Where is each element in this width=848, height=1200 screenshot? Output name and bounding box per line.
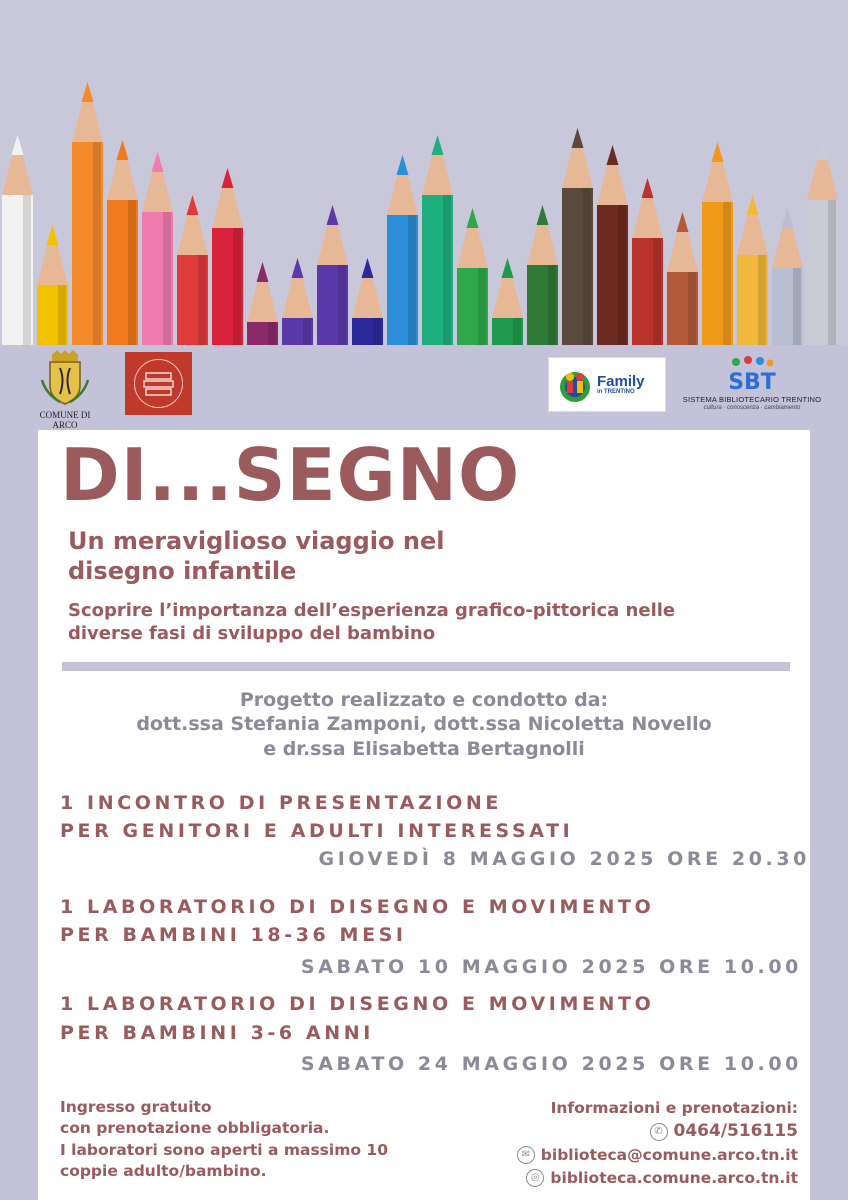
event-date: SABATO 24 MAGGIO 2025 ORE 10.00 [300,1053,802,1075]
subtitle-line: disegno infantile [68,557,297,585]
family-logo-text: Family [597,373,645,390]
comune-di-arco-logo [30,350,100,430]
pencil [562,128,593,345]
phone-number[interactable]: 0464/516115 [673,1121,798,1142]
credits-line: dott.ssa Stefania Zamponi, dott.ssa Nicoletta Novello [136,713,712,736]
description-line: Scoprire l’importanza dell’esperienza grafico-pittorica nelle [68,600,676,621]
description [68,600,788,645]
sbt-tagline: cultura · conoscenza · cambiamento [703,405,801,411]
coat-of-arms-icon [30,350,100,408]
pencil [352,258,383,345]
pencil [177,195,208,345]
pencil [72,82,103,345]
event-title-line: 1 LABORATORIO DI DISEGNO E MOVIMENTO [60,993,655,1015]
pencil [772,208,803,345]
event-title-line: PER GENITORI E ADULTI INTERESSATI [60,820,574,842]
phone-icon: ✆ [650,1123,668,1141]
pencil [2,135,33,345]
event-title-line: 1 INCONTRO DI PRESENTAZIONE [60,792,502,814]
pencil [667,212,698,345]
family-children-icon [559,365,591,405]
pencil [457,208,488,345]
website-link[interactable]: biblioteca.comune.arco.tn.it [550,1168,798,1187]
event-title-line: PER BAMBINI 18-36 MESI [60,924,407,946]
pencil [807,140,838,345]
credits-line: Progetto realizzato e condotto da: [239,689,609,711]
contact-heading: Informazioni e prenotazioni: [550,1099,798,1117]
pencil [282,258,313,345]
phone-row [418,1119,798,1144]
pencil [702,142,733,345]
credits-line: e dr.ssa Elisabetta Bertagnolli [263,737,585,760]
sbt-logo [682,355,822,415]
entry-info-line: Ingresso gratuito [60,1098,212,1116]
event-title-line: 1 LABORATORIO DI DISEGNO E MOVIMENTO [60,896,655,918]
description-line: diverse fasi di sviluppo del bambino [68,622,436,644]
email-row [418,1144,798,1166]
pencil [597,145,628,345]
email-link[interactable]: biblioteca@comune.arco.tn.it [540,1146,798,1165]
subtitle-line: Un meraviglioso viaggio nel [68,527,445,555]
mail-icon: ✉ [517,1146,535,1164]
family-in-trentino-logo [548,357,666,412]
family-logo-sub: in TRENTINO [597,389,635,395]
globe-icon: ◎ [526,1169,544,1187]
entry-info-line: coppie adulto/bambino. [60,1162,267,1181]
pencil [387,155,418,345]
pencil [422,135,453,345]
divider [62,662,790,671]
event-title-line: PER BAMBINI 3-6 ANNI [60,1022,374,1044]
entry-info-line: con prenotazione obbligatoria. [60,1119,330,1138]
entry-info [60,1097,460,1183]
sbt-name: SISTEMA BIBLIOTECARIO TRENTINO [682,395,822,404]
content-card [38,430,810,1200]
pencils-illustration [0,0,848,345]
event-date: GIOVEDÌ 8 MAGGIO 2025 ORE 20.30 [318,848,810,870]
sbt-mark-icon [682,355,822,395]
pencil [142,152,173,345]
hero-pencils-image [0,0,848,345]
books-icon [125,352,192,415]
pencil [737,195,768,345]
event-date: SABATO 10 MAGGIO 2025 ORE 10.00 [300,956,802,978]
pencil [212,168,243,345]
website-row [418,1167,798,1189]
logo-strip [0,345,848,430]
pencil [317,205,348,345]
pencil [37,225,68,345]
contact-info [418,1097,798,1189]
entry-info-line: I laboratori sono aperti a massimo 10 [60,1140,388,1159]
comune-caption: COMUNE DI ARCO [39,410,91,430]
subtitle [68,526,588,586]
pencil [107,140,138,345]
sbt-mark-text: SBT [728,370,776,395]
pencil [492,258,523,345]
pencil [632,178,663,345]
project-credits [38,688,810,761]
main-title: DI...SEGNO [60,433,521,517]
biblioteca-civica-logo [125,352,192,415]
pencil [527,205,558,345]
pencil [247,262,278,345]
